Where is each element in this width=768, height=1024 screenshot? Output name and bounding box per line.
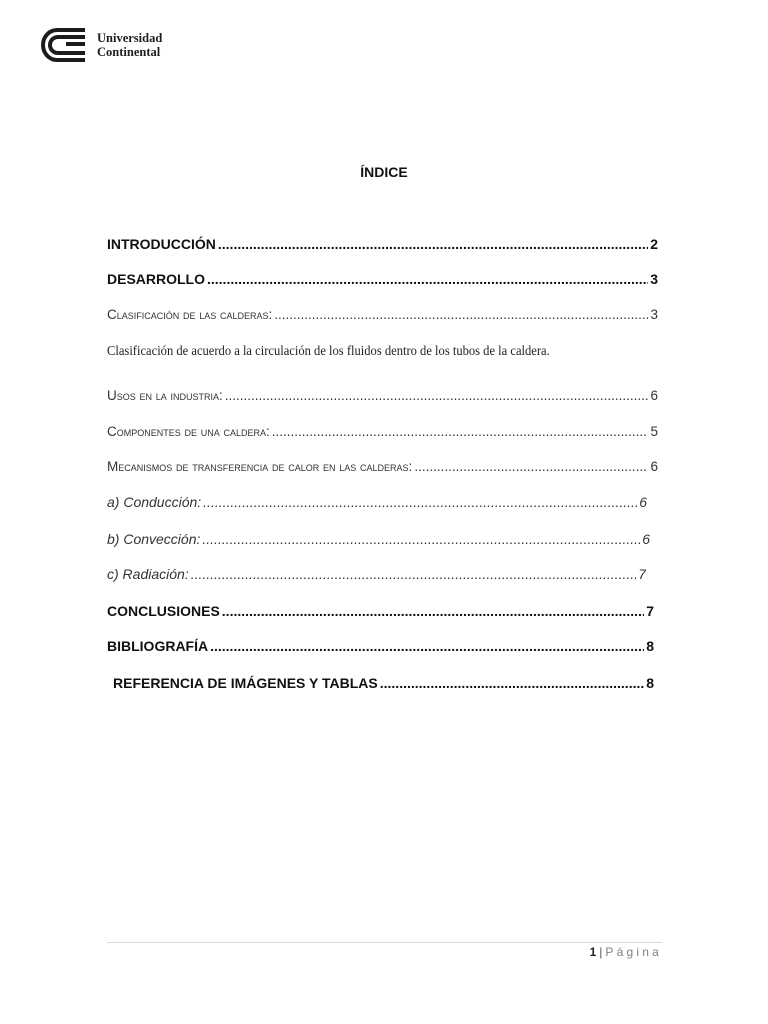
toc-page: 6: [650, 388, 658, 403]
toc-leader: [218, 236, 648, 252]
page-footer: [590, 945, 662, 959]
toc-label: a) Conducción:: [107, 494, 202, 510]
toc-page: 7: [646, 603, 654, 619]
toc-page: 6: [639, 494, 647, 510]
toc-entry-conclusiones[interactable]: [107, 603, 654, 619]
toc-label: INTRODUCCIÓN: [107, 236, 216, 252]
footer-divider: [107, 942, 662, 943]
toc-leader: [274, 307, 648, 322]
toc-page: 6: [642, 531, 650, 547]
toc-entry-clasificacion[interactable]: [107, 307, 658, 322]
toc-entry-referencia-imagenes[interactable]: [113, 675, 654, 691]
toc-leader: [202, 531, 640, 547]
toc-leader: [191, 566, 637, 582]
toc-leader: [207, 271, 648, 287]
toc-page: 5: [650, 424, 658, 439]
toc-page: 3: [650, 271, 658, 287]
toc-leader: [414, 459, 648, 474]
toc-entry-mecanismos[interactable]: [107, 459, 658, 474]
toc-leader: [380, 675, 644, 691]
toc-page: 7: [638, 566, 646, 582]
toc-entry-conduccion[interactable]: [107, 494, 647, 510]
footer-page-word: Página: [605, 945, 662, 959]
toc-label: Usos en la industria:: [107, 388, 223, 403]
logo-wordmark: [97, 31, 162, 59]
toc-leader: [210, 638, 644, 654]
toc-entry-introduccion[interactable]: [107, 236, 658, 252]
toc-label: b) Convección:: [107, 531, 201, 547]
toc-page: 2: [650, 236, 658, 252]
toc-entry-desarrollo[interactable]: [107, 271, 658, 287]
logo-line-1: Universidad: [97, 31, 163, 45]
toc-page: 3: [650, 307, 658, 322]
toc-leader: [222, 603, 644, 619]
toc-entry-radiacion[interactable]: [107, 566, 646, 582]
toc-label: BIBLIOGRAFÍA: [107, 638, 209, 654]
toc-label: REFERENCIA DE IMÁGENES Y TABLAS: [113, 675, 378, 691]
footer-separator: |: [599, 945, 603, 959]
page-title: ÍNDICE: [360, 164, 408, 180]
toc-entry-clasificacion-circulacion[interactable]: Clasificación de acuerdo a la circulación de los fluidos dentro de los tubos de la caldera.: [107, 343, 550, 358]
toc-entry-componentes[interactable]: [107, 424, 658, 439]
logo-line-2: Continental: [97, 45, 161, 59]
toc-entry-bibliografia[interactable]: [107, 638, 654, 654]
toc-label: Clasificación de las calderas:: [107, 307, 273, 322]
toc-leader: [203, 494, 637, 510]
toc-leader: [225, 388, 649, 403]
toc-page: 8: [646, 638, 654, 654]
toc-label: c) Radiación:: [107, 566, 189, 582]
footer-page-number: 1: [589, 945, 597, 959]
toc-entry-conveccion[interactable]: [107, 531, 650, 547]
toc-label: DESARROLLO: [107, 271, 205, 287]
toc-label: Mecanismos de transferencia de calor en las calderas:: [107, 459, 413, 474]
toc-page: 8: [646, 675, 654, 691]
toc-page: 6: [650, 459, 658, 474]
toc-label: CONCLUSIONES: [107, 603, 220, 619]
toc-leader: [272, 424, 649, 439]
toc-label: Componentes de una caldera:: [107, 424, 270, 439]
toc-entry-usos-industria[interactable]: [107, 388, 658, 403]
university-logo-icon: [41, 26, 89, 64]
header-logo: [41, 26, 162, 64]
